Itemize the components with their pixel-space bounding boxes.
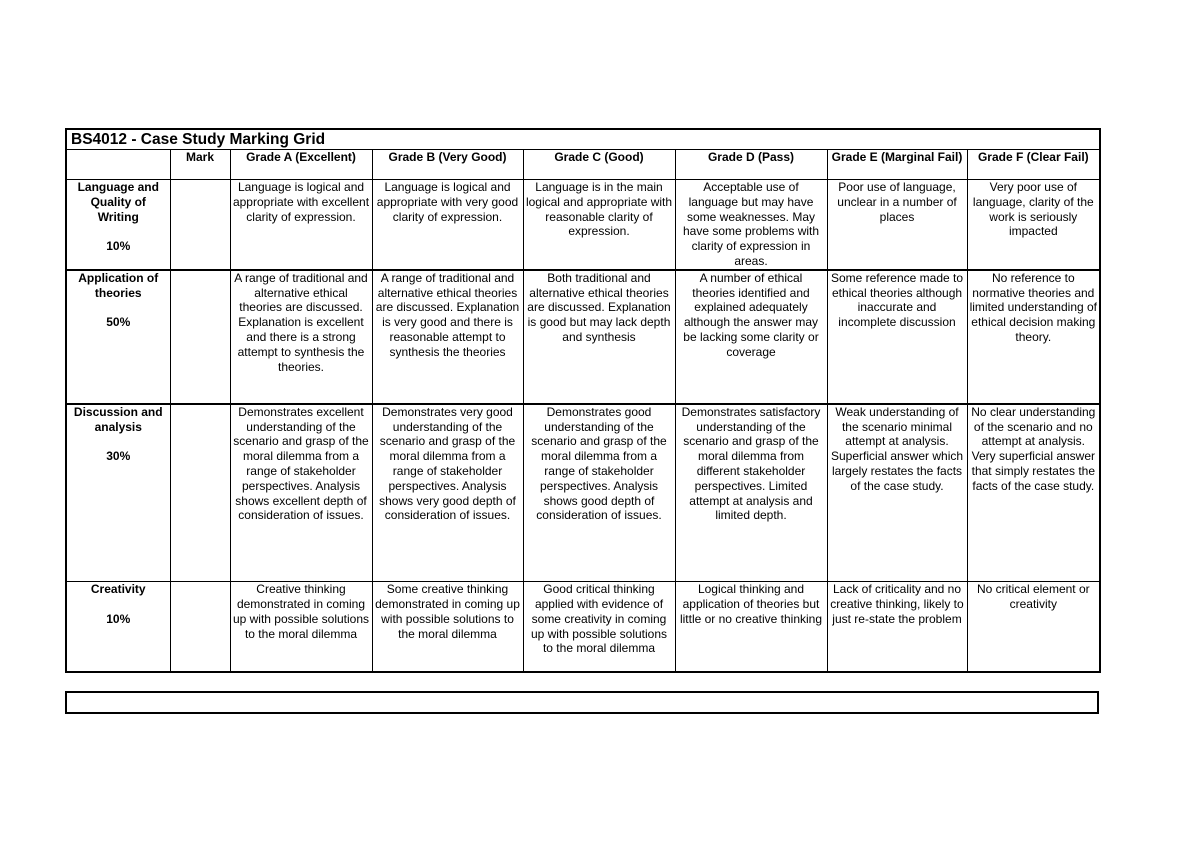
grade-f-cell: No reference to normative theories and limited understanding of ethical decision making theory. bbox=[967, 270, 1100, 404]
total-mark-box bbox=[65, 691, 1099, 714]
header-grade-f: Grade F (Clear Fail) bbox=[967, 150, 1100, 180]
grade-a-cell: A range of traditional and alternative ethical theories are discussed. Explanation is excellent and there is a strong attempt to synthesis the theories. bbox=[230, 270, 372, 404]
grade-b-cell: A range of traditional and alternative ethical theories are discussed. Explanation is very good and there is reasonable attempt to synthesis the theories bbox=[372, 270, 523, 404]
criterion-label: Discussion and analysis bbox=[73, 404, 163, 434]
grade-d-cell: Demonstrates satisfactory understanding of the scenario and grasp of the moral dilemma from different stakeholder perspectives. Limited attempt at analysis and limited depth. bbox=[675, 404, 827, 582]
criterion-cell bbox=[66, 180, 170, 270]
grade-c-cell: Demonstrates good understanding of the scenario and grasp of the moral dilemma from a range of stakeholder perspectives. Analysis shows good depth of consideration of issues. bbox=[523, 404, 675, 582]
grade-e-cell: Some reference made to ethical theories although inaccurate and incomplete discussion bbox=[827, 270, 967, 404]
header-grade-b: Grade B (Very Good) bbox=[372, 150, 523, 180]
grade-c-cell: Language is in the main logical and appropriate with reasonable clarity of expression. bbox=[523, 180, 675, 270]
grade-c-cell: Good critical thinking applied with evidence of some creativity in coming up with possible solutions to the moral dilemma bbox=[523, 582, 675, 672]
criterion-label: Language and Quality of Writing bbox=[77, 180, 159, 224]
grade-f-cell: No critical element or creativity bbox=[967, 582, 1100, 672]
grade-a-cell: Language is logical and appropriate with excellent clarity of expression. bbox=[230, 180, 372, 270]
grade-d-cell: A number of ethical theories identified and explained adequately although the answer may be lacking some clarity or coverage bbox=[675, 270, 827, 404]
grid-title: BS4012 - Case Study Marking Grid bbox=[66, 129, 1100, 150]
grade-a-cell: Creative thinking demonstrated in coming up with possible solutions to the moral dilemma bbox=[230, 582, 372, 672]
grade-a-cell: Demonstrates excellent understanding of the scenario and grasp of the moral dilemma from a range of stakeholder perspectives. Analysis shows excellent depth of consideration of issues. bbox=[230, 404, 372, 582]
grade-e-cell: Poor use of language, unclear in a number of places bbox=[827, 180, 967, 270]
grade-e-cell: Weak understanding of the scenario minimal attempt at analysis. Superficial answer which largely restates the facts of the case study. bbox=[827, 404, 967, 582]
criterion-cell bbox=[66, 404, 170, 582]
criterion-weight: 10% bbox=[106, 239, 131, 254]
table-row bbox=[66, 180, 1100, 270]
criterion-weight: 30% bbox=[106, 449, 131, 464]
header-grade-e: Grade E (Marginal Fail) bbox=[827, 150, 967, 180]
header-grade-c: Grade C (Good) bbox=[523, 150, 675, 180]
table-row bbox=[66, 404, 1100, 582]
criterion-label: Creativity bbox=[90, 582, 146, 597]
criterion-weight: 10% bbox=[106, 611, 131, 626]
criterion-weight: 50% bbox=[106, 315, 131, 330]
mark-cell[interactable] bbox=[170, 270, 230, 404]
marking-grid-table bbox=[65, 128, 1101, 673]
grade-e-cell: Lack of criticality and no creative thinking, likely to just re-state the problem bbox=[827, 582, 967, 672]
title-row bbox=[66, 129, 1100, 150]
mark-cell[interactable] bbox=[170, 582, 230, 672]
grade-c-cell: Both traditional and alternative ethical theories are discussed. Explanation is good but may lack depth and synthesis bbox=[523, 270, 675, 404]
grade-b-cell: Language is logical and appropriate with very good clarity of expression. bbox=[372, 180, 523, 270]
header-criterion bbox=[66, 150, 170, 180]
grade-d-cell: Logical thinking and application of theories but little or no creative thinking bbox=[675, 582, 827, 672]
grade-f-cell: No clear understanding of the scenario and no attempt at analysis. Very superficial answer that simply restates the facts of the case study. bbox=[967, 404, 1100, 582]
criterion-cell bbox=[66, 582, 170, 672]
mark-cell[interactable] bbox=[170, 404, 230, 582]
criterion-label: Application of theories bbox=[78, 270, 159, 300]
mark-cell[interactable] bbox=[170, 180, 230, 270]
header-grade-a: Grade A (Excellent) bbox=[230, 150, 372, 180]
table-row bbox=[66, 582, 1100, 672]
header-grade-d: Grade D (Pass) bbox=[675, 150, 827, 180]
grade-d-cell: Acceptable use of language but may have some weaknesses. May have some problems with clarity of expression in areas. bbox=[675, 180, 827, 270]
grade-b-cell: Demonstrates very good understanding of the scenario and grasp of the moral dilemma from a range of stakeholder perspectives. Analysis shows very good depth of consideration of issues. bbox=[372, 404, 523, 582]
header-mark: Mark bbox=[170, 150, 230, 180]
header-row bbox=[66, 150, 1100, 180]
criterion-cell bbox=[66, 270, 170, 404]
grade-b-cell: Some creative thinking demonstrated in coming up with possible solutions to the moral dilemma bbox=[372, 582, 523, 672]
table-row bbox=[66, 270, 1100, 404]
grade-f-cell: Very poor use of language, clarity of the work is seriously impacted bbox=[967, 180, 1100, 270]
